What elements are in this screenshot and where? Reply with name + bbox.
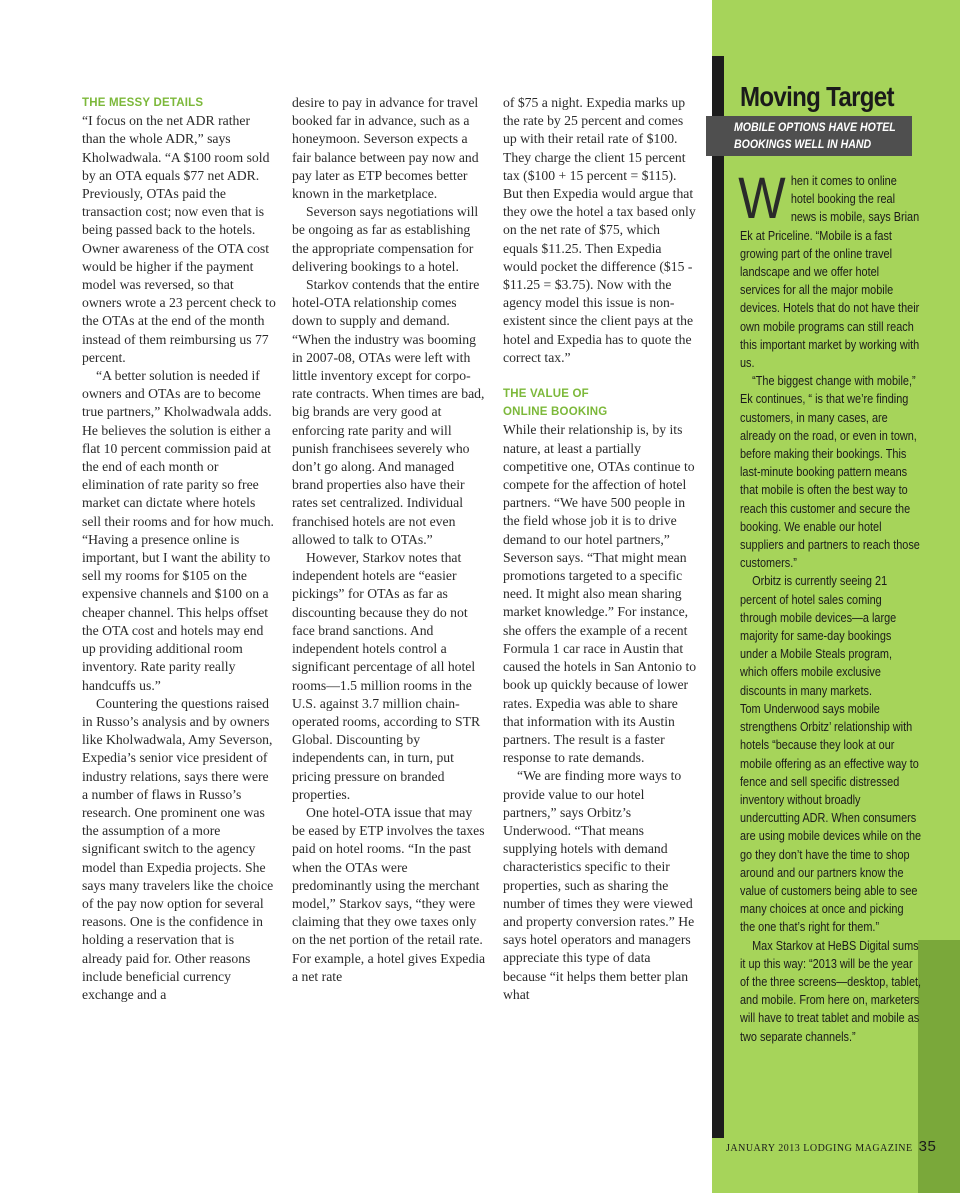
paragraph: Countering the questions raised in Russo’s analysis and by owners like Kholwadwala, Amy Severson, Expedia’s senior vice president of industry relations, says there were a number of flaws in Russo’s research. One prominent one was the assumption of a more significant switch to the agency model than Expedia projects. She says many travelers like the choice of the pay now option for several reasons. One is the confidence in holding a reservation that is already paid for. Other reasons include beneficial currency exchange and a — [82, 695, 274, 1002]
paragraph: Severson says negotiations will be ongoing as far as establishing the appropriate compensation for delivering bookings to a hotel. — [292, 204, 479, 274]
paragraph: Orbitz is currently seeing 21 percent of hotel sales coming through mobile devices—a large majority for same-day bookings under a Mobile Steals program, which offers mobile exclusive discounts in many markets. — [740, 574, 897, 698]
paragraph: “The biggest change with mobile,” Ek continues, “ is that we’re finding customers, in many cases, are already on the road, or even in town, before making their bookings. This last-minute booking pattern means that mobile is often the best way to reach this customer and secure the booking. We enable our hotel suppliers and partners to reach those customers.” — [740, 374, 920, 571]
paragraph: While their relationship is, by its nature, at least a partially competitive one, OTAs continue to compete for the affection of hotel partners. “We have 500 people in the field whose job it is to drive demand to our hotel partners,” Severson says. “That might mean promotions targeted to a specific need. It might also mean sharing market knowledge.” For instance, she offers the example of a recent Formula 1 car race in Austin that caused the hotels in San Antonio to book up quickly because of lower rates. Expedia was able to share that information with its Austin partners. The result is a faster response to rate demands. — [503, 422, 697, 766]
paragraph: Starkov contends that the entire hotel-OTA relationship comes down to supply and demand. “When the industry was booming in 2007-08, OTAs were left with little inventory except for corporate contracts. When times are bad, big brands are very good at enforcing rate parity and will punish franchisees severely who don’t go along. And managed brand properties also have their rates set centralized. Individual franchised hotels are not even allowed to talk to OTAs.” — [292, 277, 485, 547]
paragraph: of $75 a night. Expedia marks up the rate by 25 percent and comes up with their retail rate of $100. They charge the client 15 percent tax ($100 + 15 percent = $115). But then Expedia would argue that they owe the hotel a tax based only on the net rate of $75, which equals $11.25. Then Expedia would pocket the difference ($15 - $11.25 = $3.75). Now with the agency model this issue is non-existent since the client pays at the hotel and Expedia has to quote the correct tax.” — [503, 95, 696, 365]
paragraph: “We are finding more ways to provide value to our hotel partners,” says Orbitz’s Underwood. “That means supplying hotels with demand characteristics specific to their properties, such as sharing the number of times they were viewed and property conversion rates.” He says hotel operators and managers appreciate this type of data because “it helps them better plan what — [503, 768, 695, 1002]
sidebar-title: Moving Target — [740, 81, 894, 112]
sidebar-moving-target — [712, 0, 960, 1193]
article-column-1 — [82, 94, 276, 1004]
paragraph: Max Starkov at HeBS Digital sums it up this way: “2013 will be the year of the three screens—desktop, tablet, and mobile. From here on, marketers will have to treat tablet and mobile as two separate channels.” — [740, 938, 922, 1044]
sidebar-body — [738, 166, 922, 1046]
heading-line: ONLINE BOOKING — [503, 406, 608, 419]
drop-cap: W — [738, 166, 786, 231]
article-column-3 — [503, 94, 697, 1004]
paragraph: desire to pay in advance for travel booked far in advance, such as a honeymoon. Severson expects a fair balance between pay now and pay later as ETP becomes better known in the marketplace. — [292, 95, 479, 202]
page-footer — [726, 1138, 936, 1155]
sidebar-accent-block — [918, 940, 960, 1193]
footer-issue: JANUARY 2013 LODGING MAGAZINE — [726, 1143, 913, 1154]
section-heading-value-online-booking — [503, 385, 697, 421]
subtitle-line: MOBILE OPTIONS HAVE HOTEL — [734, 120, 896, 134]
subtitle-line: BOOKINGS WELL IN HAND — [734, 137, 872, 151]
paragraph: “A better solution is needed if owners and OTAs are to become true partners,” Kholwadwala adds. He believes the solution is either a flat 10 percent commission paid at the end of each month or elimination of rate parity so free market can dictate where hotels sell their rooms and for how much. “Having a presence online is important, but I want the ability to sell my rooms for $105 on the expensive channels and $100 on a cheaper channel. This helps offset the OTA cost and hotels may end up providing additional room inventory. Rate parity really handcuffs us.” — [82, 368, 274, 693]
paragraph: “I focus on the net ADR rather than the whole ADR,” says Kholwadwala. “A $100 room sold by an OTA equals $77 net ADR. Previously, OTAs paid the transaction cost; now even that is being passed back to the hotels. Owner awareness of the OTA cost would be higher if the payment model was reversed, so that owners wrote a 23 percent check to the OTAs at the end of the month instead of them reimbursing us 77 percent. — [82, 113, 276, 365]
paragraph: However, Starkov notes that independent hotels are “easier pickings” for OTAs as far as discounting because they do not face brand sanctions. And independent hotels control a significant percentage of all hotel rooms—1.5 million rooms in the U.S. against 3.7 million chain-operated rooms, according to STR Global. Discounting by independents can, in turn, put pricing pressure on branded properties. — [292, 550, 481, 802]
sidebar-edge-strip — [712, 56, 724, 1138]
paragraph-text: hen it comes to online hotel booking the real news is mobile, says Brian Ek at Priceline. “Mobile is a fast growing part of the online travel landscape and we offer hotel services for all the major mobile devices. Hotels that do not have their own mobile programs can still reach this important market by working with us. — [740, 174, 920, 371]
section-heading-messy-details: THE MESSY DETAILS — [82, 97, 204, 109]
paragraph: One hotel-OTA issue that may be eased by ETP involves the taxes paid on hotel rooms. “In the past when the OTAs were predominantly using the merchant model,” Starkov says, “they were claiming that they owe taxes only on the net portion of the retail rate. For example, a hotel gives Expedia a net rate — [292, 804, 486, 984]
paragraph — [738, 166, 922, 372]
sidebar-subtitle-banner — [706, 116, 912, 156]
article-column-2 — [292, 94, 486, 986]
paragraph: Tom Underwood says mobile strengthens Orbitz’ relationship with hotels “because they look at our mobile offering as an effective way to fence and sell specific distressed inventory without broadly undercutting ADR. When consumers are using mobile devices while on the go they don’t have the time to shop around and our partners know the value of customers being able to see many choices at once and picking the one that’s right for them.” — [740, 701, 922, 935]
page-number: 35 — [918, 1138, 937, 1155]
heading-line: THE VALUE OF — [503, 388, 589, 401]
